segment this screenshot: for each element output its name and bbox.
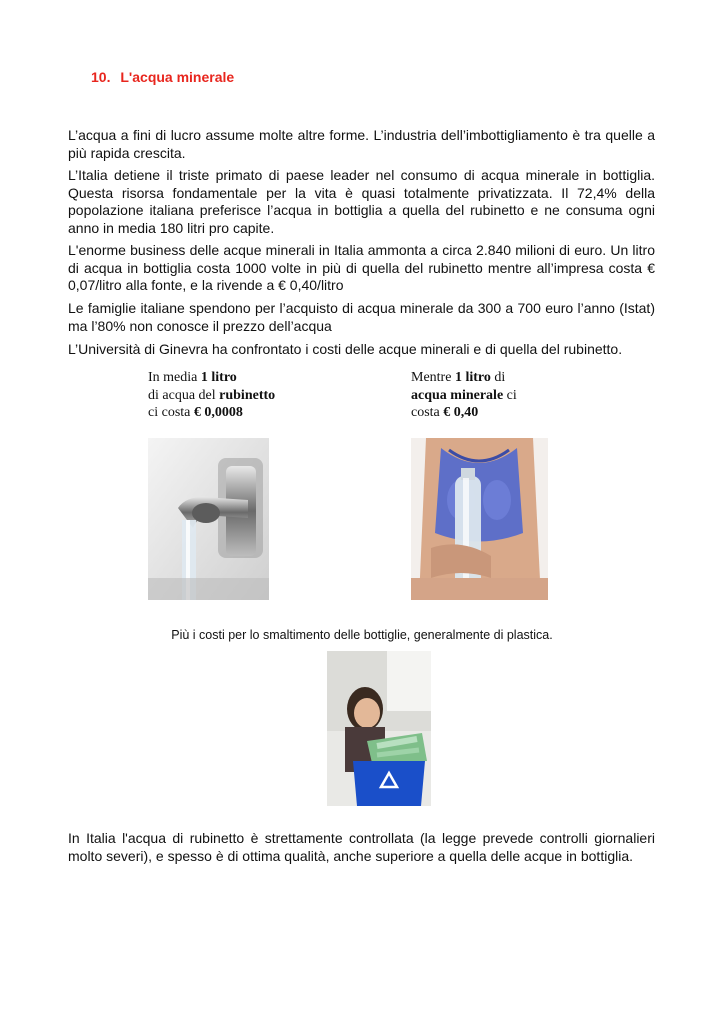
water-bottle-icon [411,438,548,600]
recycling-bin-icon [327,651,431,806]
mineral-cost-line2-bold: acqua minerale [411,387,504,403]
tap-cost-line1: In media [148,370,201,385]
section-title [91,69,234,85]
tap-cost-value: € 0,0008 [193,405,243,420]
photo-caption: Più i costi per lo smaltimento delle bottiglie, generalmente di plastica. [171,628,553,642]
mineral-cost-line3: costa [411,405,444,420]
section-number: 10. [91,69,111,85]
tap-faucet-icon [148,438,269,600]
tap-cost-line2-bold: rubinetto [219,387,276,403]
mineral-cost-line2: ci [503,387,517,403]
paragraph-geneva: L’Università di Ginevra ha confrontato i costi delle acque minerali e di quella del rubinetto. [68,341,623,357]
tap-cost-line3: ci costa [148,405,194,420]
paragraph-families: Le famiglie italiane spendono per l’acquisto di acqua minerale da 300 a 700 euro l’anno (Istat) ma l’80% non conosce il prezzo dell’acqua [68,300,655,334]
mineral-water-photo [411,438,548,600]
tap-cost-text [148,369,275,422]
recycling-photo [327,651,431,806]
mineral-cost-line1-end: di [490,370,506,385]
mineral-cost-line1-bold: 1 litro [454,370,491,385]
section-title-text: L'acqua minerale [120,69,235,85]
mineral-cost-value: € 0,40 [443,405,479,420]
mineral-cost-text [411,369,517,422]
paragraph-business: L'enorme business delle acque minerali in Italia ammonta a circa 2.840 milioni di euro. Un litro di acqua in bottiglia costa 1000 volte in più di quella del rubinetto mentre all’impresa costa € 0,07/litro alla fonte, e la rivende a € 0,40/litro [68,242,655,293]
paragraph-closing: In Italia l'acqua di rubinetto è strettamente controllata (la legge prevede controlli giornalieri molto severi), e spesso è di ottima qualità, anche superiore a quella delle acque in bottiglia. [68,830,655,864]
tap-cost-line2: di acqua del [148,387,220,403]
paragraph-intro: L’acqua a fini di lucro assume molte altre forme. L’industria dell’imbottigliamento è tra quelle a più rapida crescita. [68,127,655,161]
tap-water-photo [148,438,269,600]
tap-cost-line1-bold: 1 litro [200,370,237,385]
mineral-cost-line1: Mentre [411,370,455,385]
paragraph-italy-primacy: L’Italia detiene il triste primato di paese leader nel consumo di acqua minerale in bottiglia. Questa risorsa fondamentale per la vita è quasi totalmente privatizzata. Il 72,4% della popolazione italiana preferisce l’acqua in bottiglia a quella del rubinetto e ne consuma ogni anno in media 180 litri pro capite. [68,167,655,236]
